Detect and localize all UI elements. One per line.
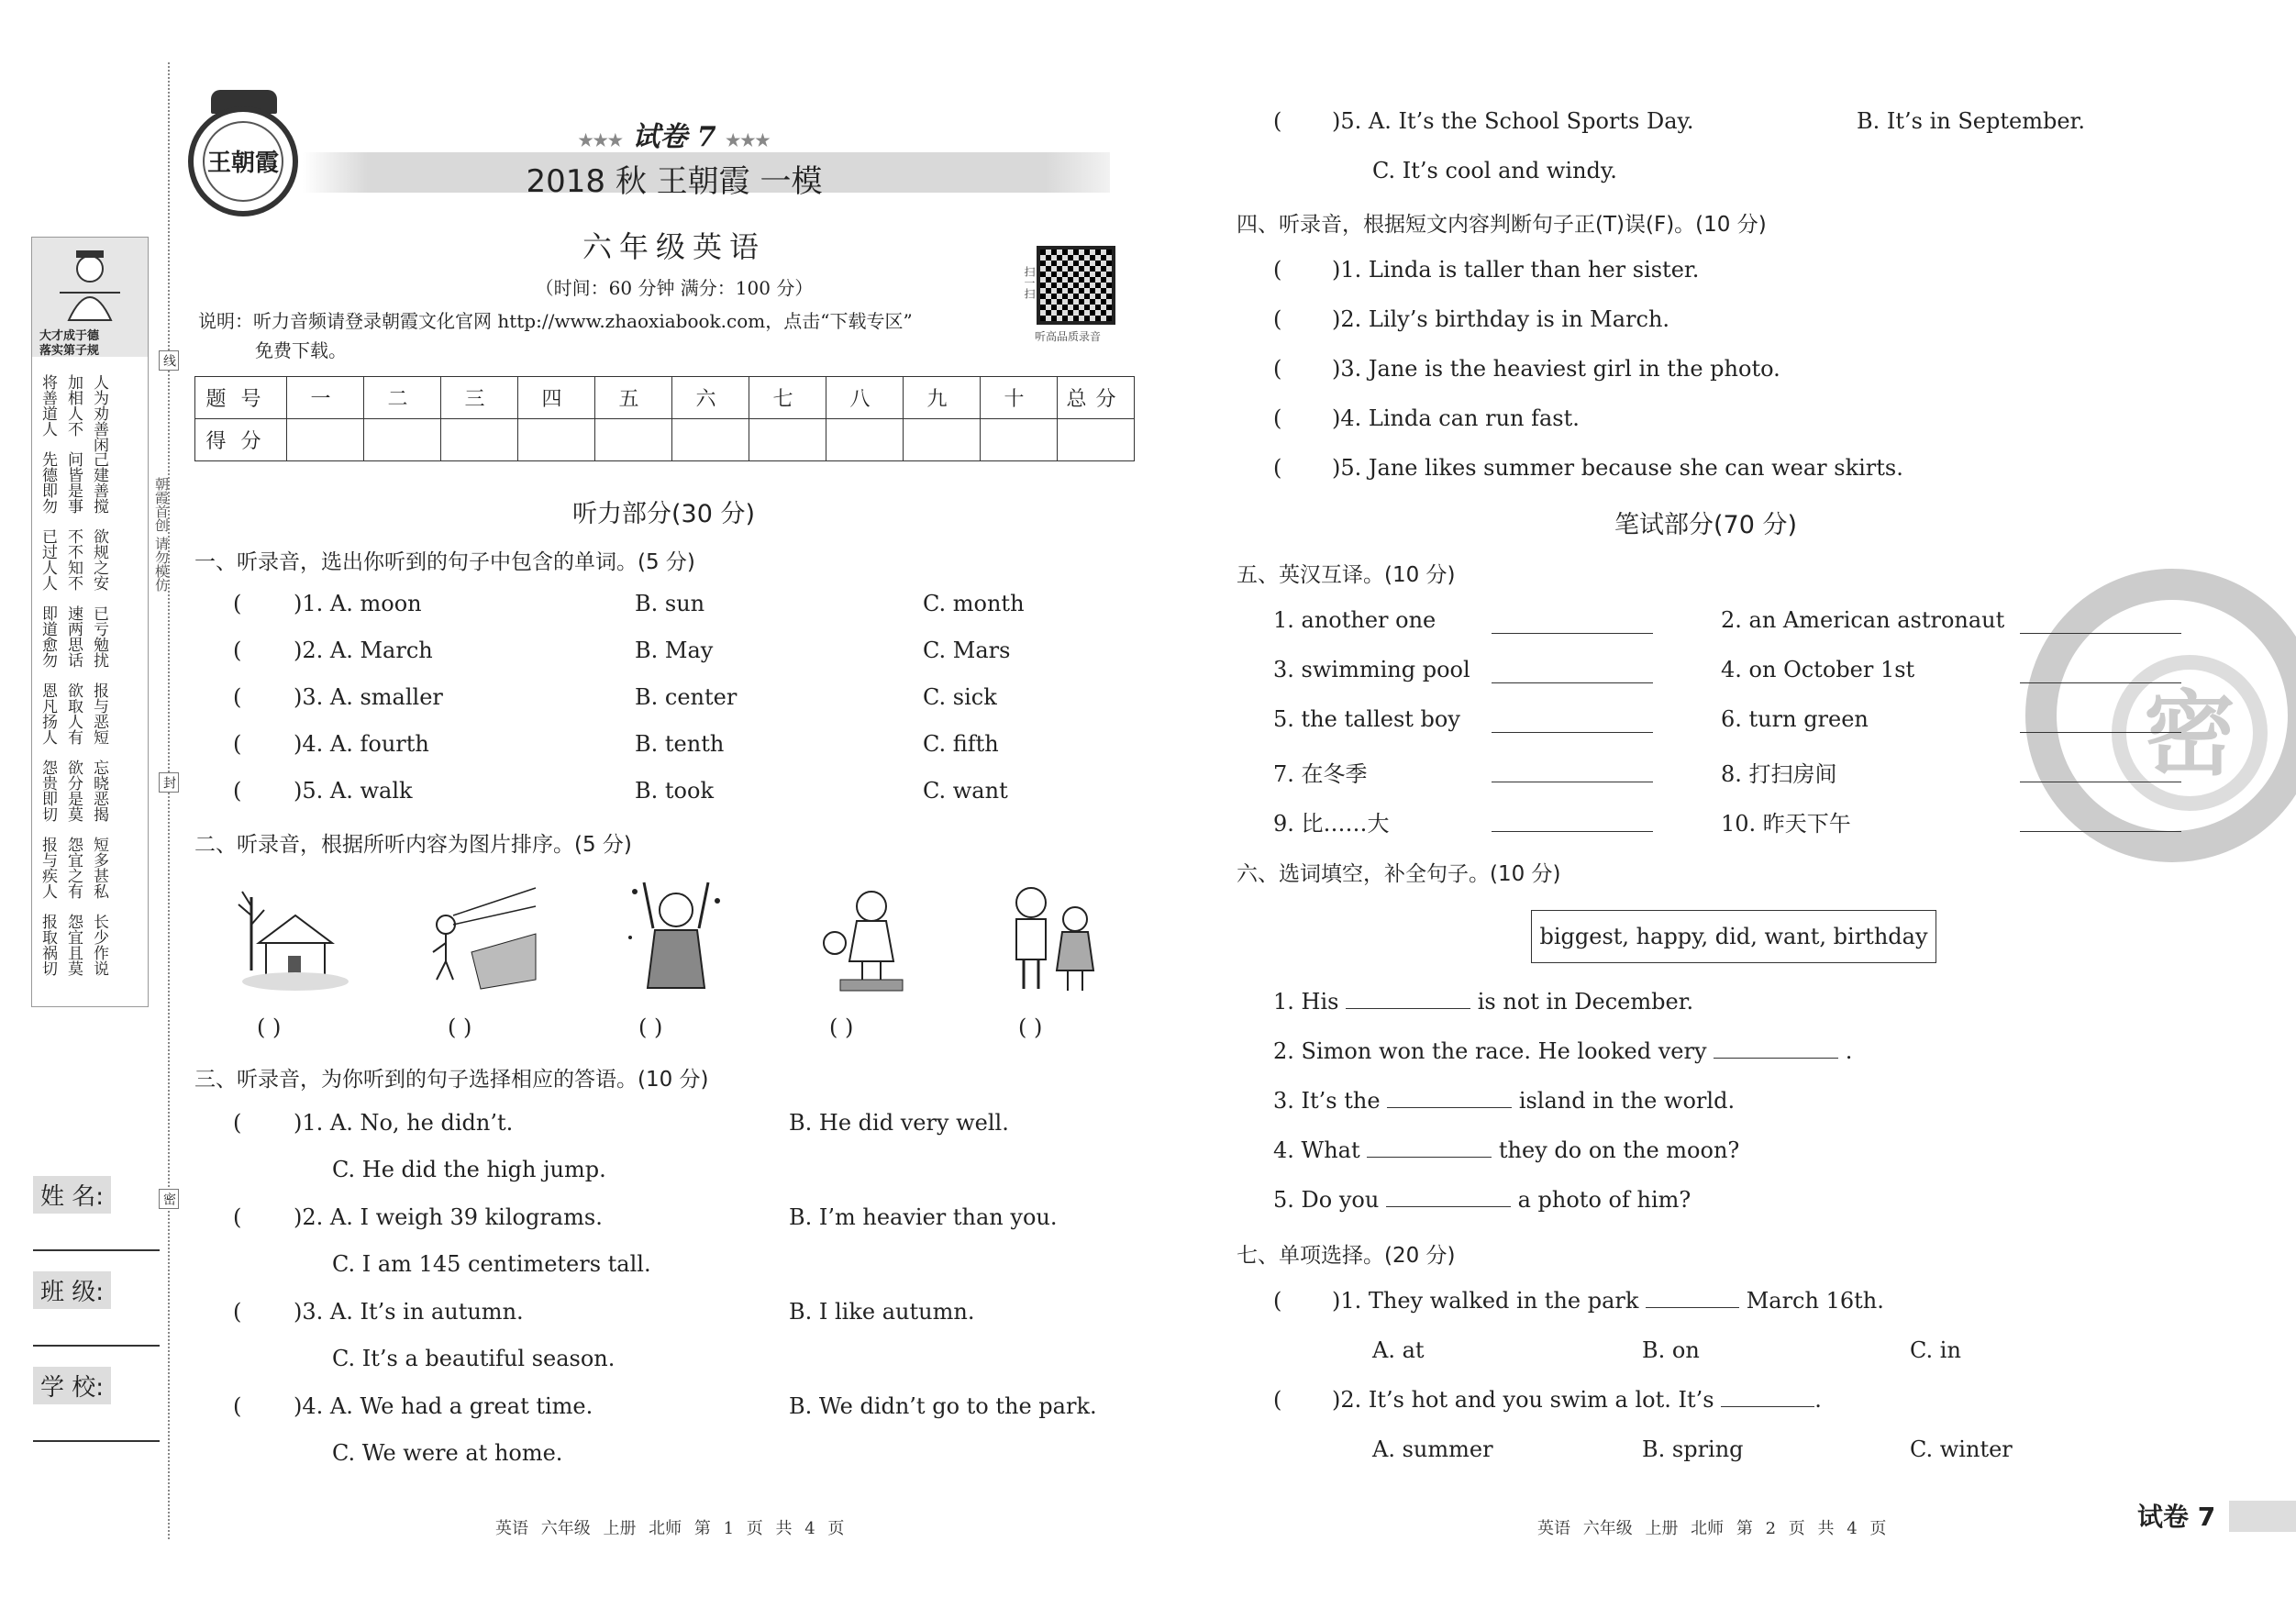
answer-option-c: C. I am 145 centimeters tall.: [332, 1251, 651, 1277]
strip-motto-2: 落实第子规: [39, 344, 100, 358]
score-cell[interactable]: [1058, 419, 1135, 461]
translate-item: 7. 在冬季: [1273, 761, 1368, 787]
proverb-column: 不不知不: [64, 528, 83, 591]
answer-line[interactable]: [1492, 831, 1653, 832]
answer-option-a: )3. A. It’s in autumn.: [294, 1299, 524, 1325]
score-header-cell: 一: [287, 377, 364, 419]
picture-race: [426, 879, 545, 998]
blank[interactable]: [1367, 1157, 1492, 1158]
blank[interactable]: [1346, 1008, 1470, 1009]
score-header-cell: 题号: [195, 377, 287, 419]
note-line-1: 说明：听力音频请登录朝霞文化官网 http://www.zhaoxiabook.com，点击“下载专区”: [198, 310, 913, 332]
s3-q5-b: B. It’s in September.: [1857, 108, 2085, 134]
score-cell[interactable]: [595, 419, 672, 461]
picture-answer-paren[interactable]: ( ): [829, 1015, 854, 1040]
score-header-cell: 八: [826, 377, 904, 419]
answer-option-c: C. We were at home.: [332, 1440, 563, 1466]
proverb-column: 先德即勿: [39, 451, 57, 514]
stars-left: ★★★: [578, 131, 623, 150]
answer-option-c: C. It’s a beautiful season.: [332, 1346, 616, 1371]
choice-option[interactable]: B. on: [1642, 1337, 1700, 1363]
proverb-column: 怨宜且莫: [64, 914, 83, 976]
picture-man-celebrating: [616, 873, 736, 993]
footer-left: 英语 六年级 上册 北师 第 1 页 共 4 页: [495, 1519, 845, 1538]
sentence-end: .: [1845, 1038, 1853, 1064]
sentence-start: 1. His: [1273, 989, 1339, 1015]
proverb-column: 短多甚私: [90, 837, 108, 899]
answer-line[interactable]: [2020, 831, 2181, 832]
class-label: 班 级:: [33, 1271, 111, 1309]
proverb-column: 忘晓恶揭: [90, 760, 108, 822]
sentence-end: a photo of him?: [1517, 1187, 1691, 1213]
choice-option[interactable]: A. at: [1372, 1337, 1425, 1363]
blank[interactable]: [1646, 1307, 1739, 1308]
sentence-end: is not in December.: [1477, 989, 1694, 1015]
word-bank-box: biggest, happy, did, want, birthday: [1531, 910, 1936, 963]
paper-number: [0, 114, 1348, 154]
question-option-b: B. center: [635, 684, 738, 710]
answer-line[interactable]: [2020, 633, 2181, 634]
question-option-c: C. month: [923, 591, 1025, 616]
score-table: [194, 376, 1135, 461]
translate-item: 4. on October 1st: [1721, 657, 1915, 682]
answer-option-b: B. He did very well.: [789, 1110, 1009, 1136]
question-option-b: B. took: [635, 778, 714, 804]
strip-motto-1: 大才成于德: [39, 329, 100, 343]
proverb-column: 已亏勉扰: [90, 605, 108, 668]
translate-item: 9. 比……大: [1273, 811, 1390, 837]
tf-statement: )5. Jane likes summer because she can wear skirts.: [1332, 455, 1903, 481]
score-header-cell: 三: [441, 377, 518, 419]
score-header-cell: 二: [364, 377, 441, 419]
answer-paren[interactable]: (: [1273, 108, 1282, 134]
blank[interactable]: [1386, 1206, 1511, 1207]
translate-item: 2. an American astronaut: [1721, 607, 2005, 633]
stars-right: ★★★: [726, 131, 771, 150]
section-7-title: 七、单项选择。(20 分): [1237, 1244, 1456, 1268]
note-line-2: 免费下载。: [255, 339, 347, 361]
score-header-cell: 七: [749, 377, 826, 419]
answer-paren[interactable]: (: [1273, 1288, 1282, 1314]
score-cell[interactable]: [287, 419, 364, 461]
footer-right: 英语 六年级 上册 北师 第 2 页 共 4 页: [1537, 1519, 1887, 1538]
answer-option-a: )2. A. I weigh 39 kilograms.: [294, 1204, 603, 1230]
choice-option[interactable]: A. summer: [1372, 1436, 1493, 1462]
picture-answer-paren[interactable]: ( ): [1018, 1015, 1043, 1040]
school-label: 学 校:: [33, 1367, 111, 1404]
s7-q2: [1332, 1387, 1822, 1413]
vertical-note: 朝霞首创 请勿模仿: [153, 477, 170, 592]
sentence-start: 2. Simon won the race. He looked very: [1273, 1038, 1707, 1064]
tf-statement: )1. Linda is taller than her sister.: [1332, 257, 1700, 283]
question-option-a: )1. A. moon: [294, 591, 422, 616]
answer-paren[interactable]: (: [233, 1204, 242, 1230]
blank[interactable]: [1721, 1406, 1814, 1407]
translate-item: 6. turn green: [1721, 706, 1869, 732]
picture-answer-paren[interactable]: ( ): [448, 1015, 472, 1040]
proverb-column: 欲取人有: [64, 682, 83, 745]
score-cell[interactable]: [518, 419, 595, 461]
time-info: （时间：60 分钟 满分：100 分）: [535, 277, 814, 299]
fill-blank-sentence: [1273, 1187, 1691, 1213]
fill-blank-sentence: [1273, 989, 1693, 1015]
section-3-title: 三、听录音，为你听到的句子选择相应的答语。(10 分): [194, 1068, 709, 1092]
score-cell[interactable]: [826, 419, 904, 461]
answer-line[interactable]: [1492, 682, 1653, 683]
blank[interactable]: [1714, 1058, 1838, 1059]
answer-paren[interactable]: (: [1273, 1387, 1282, 1413]
translate-item: 1. another one: [1273, 607, 1436, 633]
answer-paren[interactable]: (: [233, 1110, 242, 1136]
answer-paren[interactable]: (: [233, 591, 242, 616]
paper-number-text: 试卷 7: [632, 121, 716, 153]
question-option-c: C. sick: [923, 684, 997, 710]
answer-paren[interactable]: (: [1273, 405, 1282, 431]
answer-paren[interactable]: (: [233, 638, 242, 663]
sentence-start: 5. Do you: [1273, 1187, 1380, 1213]
corner-bar: [2229, 1501, 2296, 1532]
fill-blank-sentence: [1273, 1038, 1852, 1064]
writing-part-title: 笔试部分(70 分): [1614, 511, 1798, 539]
answer-option-c: C. He did the high jump.: [332, 1157, 606, 1182]
question-option-c: C. fifth: [923, 731, 999, 757]
proverb-column: 报取祸切: [39, 914, 57, 976]
proverb-column: 恩凡扬人: [39, 682, 57, 745]
answer-paren[interactable]: (: [233, 684, 242, 710]
score-header-cell: 十: [981, 377, 1058, 419]
s7-q1-post: March 16th.: [1746, 1288, 1884, 1314]
proverb-column: 长少作说: [90, 914, 108, 976]
class-field[interactable]: [33, 1345, 160, 1347]
s7-q1: [1332, 1288, 1884, 1314]
score-table-header-row: [195, 377, 1135, 419]
name-label: 姓 名:: [33, 1176, 111, 1214]
score-cell[interactable]: [904, 419, 981, 461]
question-option-b: B. tenth: [635, 731, 725, 757]
score-table-score-row: [195, 419, 1135, 461]
answer-paren[interactable]: (: [1273, 257, 1282, 283]
tf-statement: )3. Jane is the heaviest girl in the photo.: [1332, 356, 1780, 382]
answer-option-a: )4. A. We had a great time.: [294, 1393, 593, 1419]
proverb-column: 速两思话: [64, 605, 83, 668]
seal-char: 密: [2112, 655, 2268, 811]
section-4-title: 四、听录音，根据短文内容判断句子正(T)误(F)。(10 分): [1237, 213, 1767, 237]
score-cell[interactable]: [981, 419, 1058, 461]
choice-option[interactable]: B. spring: [1642, 1436, 1744, 1462]
name-field[interactable]: [33, 1249, 160, 1251]
proverb-column: 欲分是莫: [64, 760, 83, 822]
picture-two-children: [994, 879, 1114, 998]
proverb-column: 将善道人: [39, 374, 57, 437]
score-cell[interactable]: [441, 419, 518, 461]
translate-item: 5. the tallest boy: [1273, 706, 1460, 732]
answer-line[interactable]: [2020, 682, 2181, 683]
answer-paren[interactable]: (: [233, 778, 242, 804]
proverb-column: 己建善搅: [90, 451, 108, 514]
qr-code[interactable]: [1037, 246, 1115, 325]
picture-answer-paren[interactable]: ( ): [257, 1015, 282, 1040]
s3-q5-a: )5. A. It’s the School Sports Day.: [1332, 108, 1694, 134]
tf-statement: )2. Lily’s birthday is in March.: [1332, 306, 1670, 332]
proverb-column: 即道愈勿: [39, 605, 57, 668]
picture-snowy-house: [231, 879, 350, 998]
qr-side-text: 扫一扫: [1023, 266, 1036, 299]
fill-blank-sentence: [1273, 1088, 1735, 1114]
sentence-start: 3. It’s the: [1273, 1088, 1381, 1114]
choice-option[interactable]: C. winter: [1910, 1436, 2013, 1462]
tag-line: 线: [159, 350, 179, 371]
sentence-end: island in the world.: [1518, 1088, 1736, 1114]
score-cell[interactable]: [672, 419, 749, 461]
logo-text: 王朝霞: [203, 121, 283, 202]
section-1-title: 一、听录音，选出你听到的句子中包含的单词。(5 分): [194, 550, 695, 574]
score-header-cell: 六: [672, 377, 749, 419]
proverb-column: 怨宜之有: [64, 837, 83, 899]
score-header-cell: 四: [518, 377, 595, 419]
section-6-title: 六、选词填空，补全句子。(10 分): [1237, 862, 1561, 886]
answer-option-b: B. We didn’t go to the park.: [789, 1393, 1097, 1419]
score-header-cell: 五: [595, 377, 672, 419]
translate-item: 3. swimming pool: [1273, 657, 1470, 682]
choice-option[interactable]: C. in: [1910, 1337, 1961, 1363]
score-row-label: 得分: [195, 419, 287, 461]
answer-line[interactable]: [1492, 732, 1653, 733]
sentence-start: 4. What: [1273, 1137, 1360, 1163]
answer-paren[interactable]: (: [1273, 455, 1282, 481]
translate-item: 8. 打扫房间: [1721, 761, 1837, 787]
answer-paren[interactable]: (: [233, 1299, 242, 1325]
question-option-b: B. sun: [635, 591, 705, 616]
answer-paren[interactable]: (: [1273, 306, 1282, 332]
school-field[interactable]: [33, 1440, 160, 1442]
picture-girl-on-scale: [807, 879, 926, 998]
question-option-a: )2. A. March: [294, 638, 433, 663]
s3-q5-c: C. It’s cool and windy.: [1372, 158, 1617, 183]
tf-statement: )4. Linda can run fast.: [1332, 405, 1580, 431]
proverb-column: 问皆是事: [64, 451, 83, 514]
score-cell[interactable]: [364, 419, 441, 461]
blank[interactable]: [1387, 1107, 1512, 1108]
main-title: 2018 秋 王朝霞 一模: [526, 163, 823, 200]
answer-paren[interactable]: (: [1273, 356, 1282, 382]
proverb-column: 加相人不: [64, 374, 83, 437]
s7-q2-post: .: [1814, 1387, 1822, 1413]
question-option-c: C. want: [923, 778, 1008, 804]
answer-option-b: B. I’m heavier than you.: [789, 1204, 1058, 1230]
proverb-column: 已过人人: [39, 528, 57, 591]
answer-paren[interactable]: (: [233, 1393, 242, 1419]
score-header-cell: 九: [904, 377, 981, 419]
tag-dense: 密: [159, 1189, 179, 1209]
s7-q1-pre: )1. They walked in the park: [1332, 1288, 1639, 1314]
proverb-column: 人为劝善闲: [90, 374, 108, 452]
tag-seal: 封: [159, 772, 179, 793]
answer-line[interactable]: [1492, 633, 1653, 634]
score-header-cell: 总分: [1058, 377, 1135, 419]
answer-option-b: B. I like autumn.: [789, 1299, 975, 1325]
question-option-a: )3. A. smaller: [294, 684, 443, 710]
listening-part-title: 听力部分(30 分): [572, 500, 756, 528]
section-5-title: 五、英汉互译。(10 分): [1237, 563, 1456, 587]
section-2-title: 二、听录音，根据所听内容为图片排序。(5 分): [194, 833, 632, 857]
question-option-b: B. May: [635, 638, 714, 663]
subject-title: 六年级英语: [582, 229, 766, 264]
sentence-end: they do on the moon?: [1498, 1137, 1740, 1163]
question-option-a: )4. A. fourth: [294, 731, 429, 757]
answer-option-a: )1. A. No, he didn’t.: [294, 1110, 514, 1136]
seal-watermark: [2025, 569, 2296, 862]
score-cell[interactable]: [749, 419, 826, 461]
question-option-c: C. Mars: [923, 638, 1011, 663]
translate-item: 10. 昨天下午: [1721, 811, 1851, 837]
proverb-column: 报与恶短: [90, 682, 108, 745]
corner-label: 试卷 7: [2137, 1502, 2216, 1532]
proverb-column: 报与疾人: [39, 837, 57, 899]
qr-caption: 听高品质录音: [1035, 330, 1102, 343]
picture-answer-paren[interactable]: ( ): [638, 1015, 663, 1040]
proverb-column: 怨贵即切: [39, 760, 57, 822]
s7-q2-pre: )2. It’s hot and you swim a lot. It’s: [1332, 1387, 1714, 1413]
proverb-column: 欲规之安: [90, 528, 108, 591]
answer-paren[interactable]: (: [233, 731, 242, 757]
question-option-a: )5. A. walk: [294, 778, 413, 804]
answer-line[interactable]: [2020, 732, 2181, 733]
fill-blank-sentence: [1273, 1137, 1739, 1163]
